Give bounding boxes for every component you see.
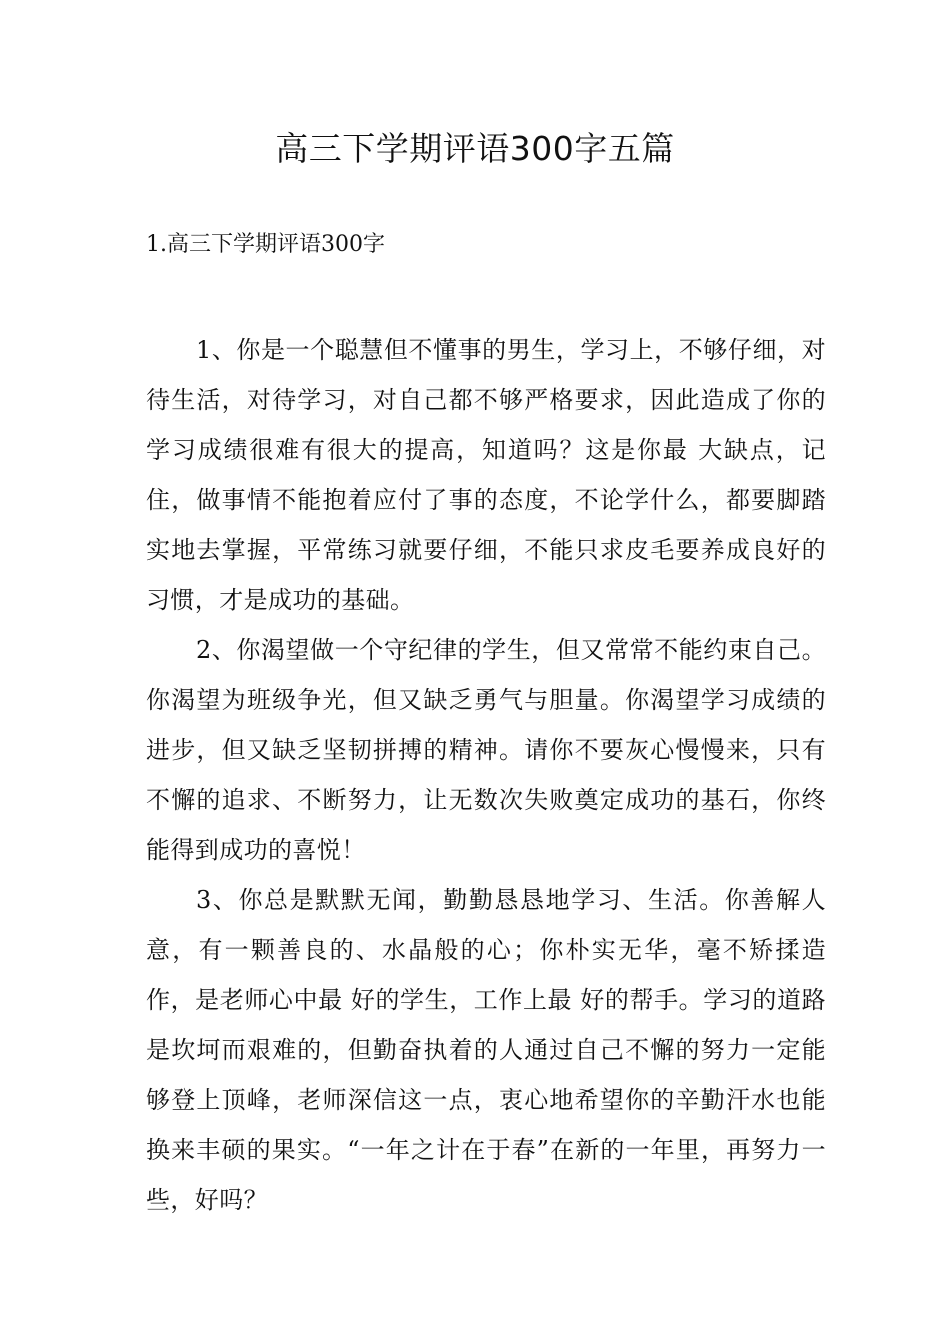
document-title: 高三下学期评语300字五篇 [275, 129, 675, 168]
paragraph-2: 2、你渴望做一个守纪律的学生，但又常常不能约束自己。你渴望为班级争光，但又缺乏勇气与胆量。你渴望学习成绩的进步，但又缺乏坚韧拼搏的精神。请你不要灰心慢慢来，只有不懈的追求、不断努力，让无数次失败奠定成功的基石，你终能得到成功的喜悦！ [146, 636, 826, 864]
paragraph-1: 1、你是一个聪慧但不懂事的男生，学习上，不够仔细，对待生活，对待学习，对自己都不够严格要求，因此造成了你的学习成绩很难有很大的提高，知道吗？这是你最 大缺点，记住，做事情不能抱着应付了事的态度，不论学什么，都要脚踏实地去掌握，平常练习就要仔细，不能只求皮毛要养成良好的习惯，才是成功的基础。 [146, 336, 826, 614]
section-heading: 1.高三下学期评语300字 [146, 232, 385, 257]
paragraph-3: 3、你总是默默无闻，勤勤恳恳地学习、生活。你善解人意，有一颗善良的、水晶般的心；你朴实无华，毫不矫揉造作，是老师心中最 好的学生，工作上最 好的帮手。学习的道路是坎坷而艰难的，但勤奋执着的人通过自己不懈的努力一定能够登上顶峰，老师深信这一点，衷心地希望你的辛勤汗水也能换来丰硕的果实。“一年之计在于春”在新的一年里，再努力一些，好吗？ [146, 886, 826, 1214]
document-body [146, 325, 826, 1225]
